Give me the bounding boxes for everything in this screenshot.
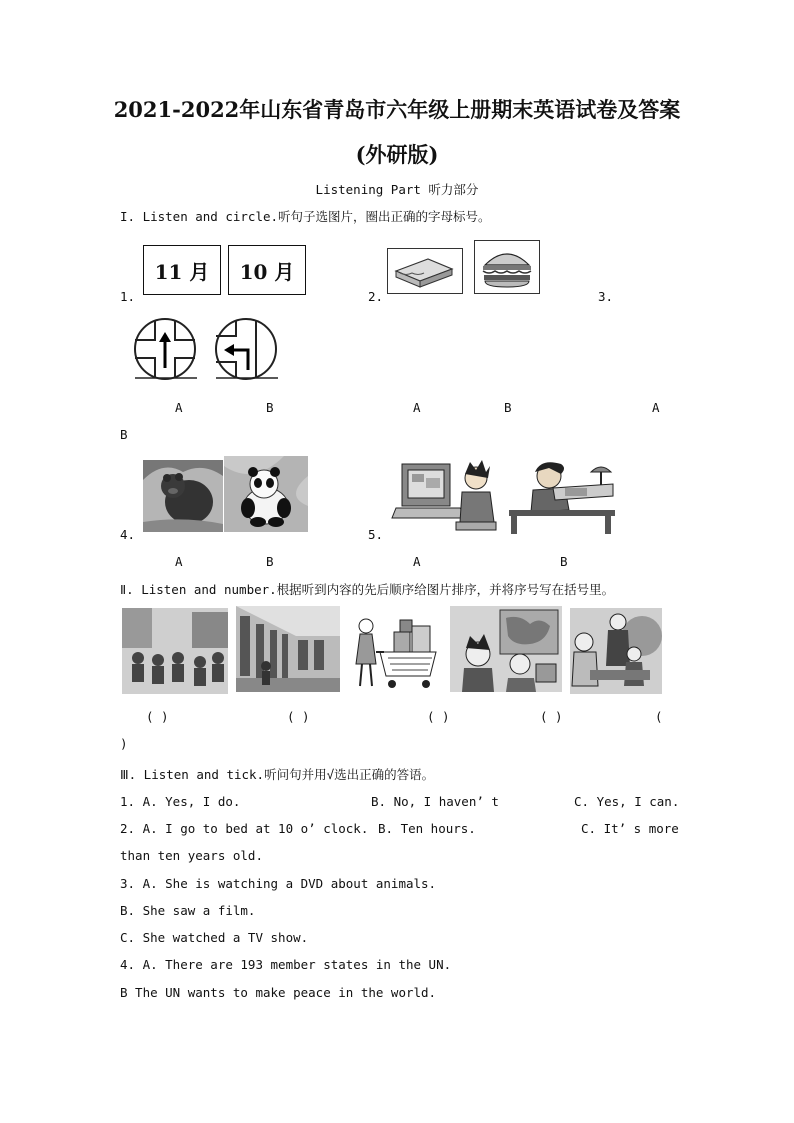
option-label: A xyxy=(175,400,183,415)
q2-option-c-continued: than ten years old. xyxy=(120,848,263,863)
calendar-image-a xyxy=(143,245,221,295)
q4-number: 4. xyxy=(120,527,136,542)
part-heading: Listening Part 听力部分 xyxy=(315,182,479,197)
option-label: A xyxy=(652,400,660,415)
q3-option-a[interactable]: 3. A. She is watching a DVD about animals. xyxy=(120,876,437,891)
q1-option-a[interactable]: 1. A. Yes, I do. xyxy=(120,794,241,809)
section1-heading: I. Listen and circle.听句子选图片，圈出正确的字母标号。 xyxy=(120,209,491,224)
option-label: B xyxy=(120,427,128,442)
option-label: B xyxy=(560,554,568,569)
q5-number: 5. xyxy=(368,527,384,542)
boy-computer-image xyxy=(390,458,500,534)
answer-bracket[interactable]: ( ) xyxy=(427,709,450,724)
q1-option-c[interactable]: C. Yes, I can. xyxy=(574,794,680,809)
answer-bracket-open[interactable]: ( xyxy=(655,709,663,724)
q2-option-b[interactable]: B. Ten hours. xyxy=(378,821,476,836)
calendar-image-b xyxy=(228,245,306,295)
shopping-cart-image xyxy=(344,612,446,692)
answer-bracket[interactable]: ( ) xyxy=(287,709,310,724)
option-label: B xyxy=(504,400,512,415)
panda-image xyxy=(224,456,308,532)
option-label: A xyxy=(413,554,421,569)
section3-heading: Ⅲ. Listen and tick.听问句并用√选出正确的答语。 xyxy=(120,767,435,782)
q4-option-b[interactable]: B The UN wants to make peace in the world. xyxy=(120,985,437,1000)
family-image xyxy=(570,608,662,694)
option-label: B xyxy=(266,400,274,415)
q3-option-b[interactable]: B. She saw a film. xyxy=(120,903,256,918)
hamburger-image xyxy=(474,240,540,294)
q2-number: 2. xyxy=(368,289,384,304)
bear-image xyxy=(143,460,223,532)
q3-number: 3. xyxy=(598,289,614,304)
answer-bracket-close: ) xyxy=(120,736,128,751)
q1-option-b[interactable]: B. No, I haven’ t xyxy=(371,794,499,809)
turn-left-sign xyxy=(212,316,282,384)
q2-option-a[interactable]: 2. A. I go to bed at 10 o’ clock. xyxy=(120,821,369,836)
parade-image xyxy=(122,608,228,694)
q2-option-c[interactable]: C. It’ s more xyxy=(581,821,679,836)
q3-option-c[interactable]: C. She watched a TV show. xyxy=(120,930,309,945)
option-label: A xyxy=(413,400,421,415)
section2-heading: Ⅱ. Listen and number.根据听到内容的先后顺序给图片排序，并将序号写在括号里。 xyxy=(120,582,615,597)
boy-desk-image xyxy=(505,458,617,534)
option-label: B xyxy=(266,554,274,569)
calendar-label: 11 月 xyxy=(154,259,210,284)
answer-bracket[interactable]: ( ) xyxy=(540,709,563,724)
doc-subtitle: (外研版) xyxy=(355,142,439,167)
kids-map-image xyxy=(450,606,562,692)
street-image xyxy=(236,606,340,692)
go-straight-sign xyxy=(131,316,201,384)
option-label: A xyxy=(175,554,183,569)
doc-title: 2021-2022年山东省青岛市六年级上册期末英语试卷及答案 xyxy=(113,97,681,122)
q4-option-a[interactable]: 4. A. There are 193 member states in the UN. xyxy=(120,957,452,972)
calendar-label: 10 月 xyxy=(239,259,295,284)
sandwich-image xyxy=(387,248,463,294)
answer-bracket[interactable]: ( ) xyxy=(146,709,169,724)
q1-number: 1. xyxy=(120,289,136,304)
